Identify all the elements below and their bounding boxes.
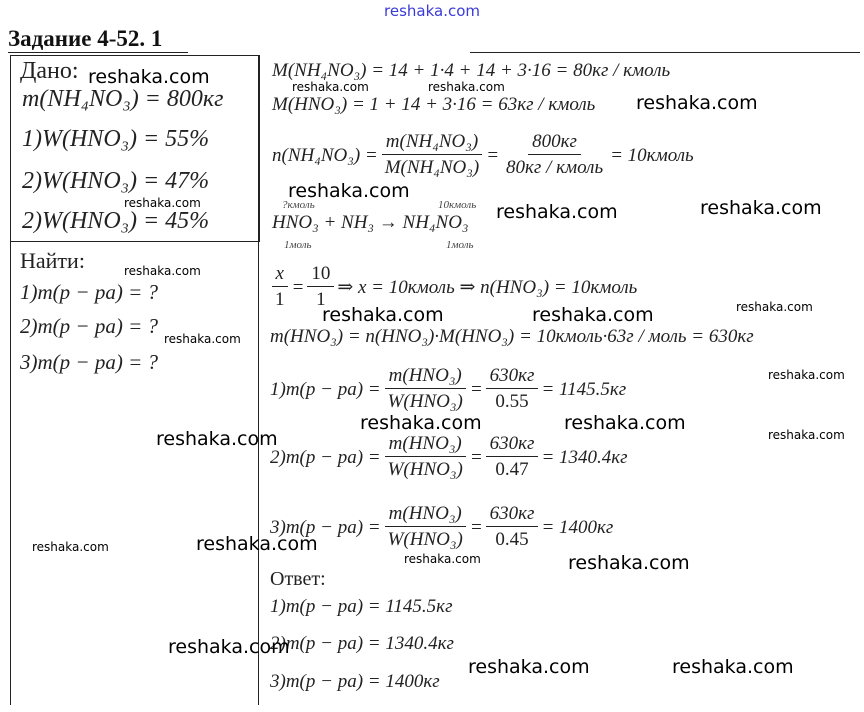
find-line: 1)m(p − pa) = ? <box>20 280 158 304</box>
denominator: 0.47 <box>495 459 529 480</box>
task-title: Задание 4-52. 1 <box>8 26 163 51</box>
case-lhs: 1)m(p − pa) = <box>270 378 381 400</box>
watermark: reshaka.com <box>568 552 690 574</box>
watermark: reshaka.com <box>292 80 369 94</box>
find-line: 3)m(p − pa) = ? <box>20 350 158 374</box>
watermark: reshaka.com <box>88 66 210 88</box>
fraction <box>271 262 289 313</box>
case-calculation <box>270 502 613 553</box>
watermark: reshaka.com <box>636 92 758 114</box>
denominator: 1 <box>275 289 285 310</box>
answer-line: 1)m(p − pa) = 1145.5кг <box>270 596 453 617</box>
top-rule <box>470 52 860 53</box>
molar-mass-hno3: M(HNO₃) = 1 + 14 + 3·16 = 63кг / кмоль <box>272 94 596 115</box>
watermark: reshaka.com <box>404 552 481 566</box>
denominator: 0.55 <box>495 391 529 412</box>
fraction <box>384 364 467 415</box>
moles-calculation <box>272 130 694 181</box>
fraction <box>384 432 467 483</box>
equals: = <box>469 378 483 400</box>
reaction-note: 1моль <box>284 239 312 251</box>
moles-result: = 10кмоль <box>610 144 694 166</box>
watermark: reshaka.com <box>428 80 505 94</box>
given-line: 2)W(HNO₃) = 47% <box>22 168 210 194</box>
reaction-equation: HNO₃ + NH₃ → NH₄NO₃ <box>272 212 469 233</box>
molar-mass-nh4no3: M(NH₄NO₃) = 14 + 1·4 + 14 + 3·16 = 80кг / кмоль <box>272 60 671 81</box>
case-result: = 1340.4кг <box>541 446 628 468</box>
equals: = <box>291 276 305 298</box>
watermark: reshaka.com <box>564 412 686 434</box>
find-label: Найти: <box>20 248 85 273</box>
denominator: 1 <box>316 289 326 310</box>
watermark: reshaka.com <box>768 428 845 442</box>
site-link[interactable]: reshaka.com <box>384 2 480 20</box>
case-calculation <box>270 364 626 415</box>
mass-hno3: m(HNO₃) = n(HNO₃)·M(HNO₃) = 10кмоль·63г / моль = 630кг <box>270 326 754 347</box>
equals: = <box>469 446 483 468</box>
answer-label: Ответ: <box>270 568 326 590</box>
numerator: 630кг <box>486 432 539 457</box>
watermark: reshaka.com <box>768 368 845 382</box>
watermark: reshaka.com <box>288 180 410 202</box>
denominator: W(HNO₃) <box>387 391 463 412</box>
numerator: 630кг <box>486 364 539 389</box>
reaction-note: 1моль <box>446 239 474 251</box>
title-underline <box>8 52 188 53</box>
column-divider <box>258 55 259 705</box>
watermark: reshaka.com <box>32 540 109 554</box>
fraction <box>502 130 607 181</box>
denominator: M(NH₄NO₃) <box>384 157 480 178</box>
proportion-result: ⇒ x = 10кмоль ⇒ n(HNO₃) = 10кмоль <box>337 277 638 298</box>
fraction <box>381 130 483 181</box>
fraction <box>486 364 539 415</box>
equals: = <box>486 144 500 166</box>
moles-lhs: n(NH₄NO₃) = <box>272 144 378 166</box>
reaction-note: ?кмоль <box>282 199 315 211</box>
watermark: reshaka.com <box>468 656 590 678</box>
numerator: m(HNO₃) <box>385 502 466 527</box>
answer-line: 2)m(p − pa) = 1340.4кг <box>270 633 454 654</box>
case-calculation <box>270 432 628 483</box>
equals: = <box>469 516 483 538</box>
watermark: reshaka.com <box>124 196 201 210</box>
case-lhs: 2)m(p − pa) = <box>270 446 381 468</box>
find-line: 2)m(p − pa) = ? <box>20 314 158 338</box>
numerator: x <box>272 262 288 287</box>
numerator: m(HNO₃) <box>385 432 466 457</box>
watermark: reshaka.com <box>700 197 822 219</box>
case-result: = 1145.5кг <box>541 378 627 400</box>
denominator: W(HNO₃) <box>387 529 463 550</box>
given-line: m(NH₄NO₃) = 800кг <box>22 86 224 112</box>
numerator: 800кг <box>528 130 581 155</box>
watermark: reshaka.com <box>322 304 444 326</box>
denominator: 0.45 <box>495 529 529 550</box>
left-border <box>10 240 11 705</box>
watermark: reshaka.com <box>360 412 482 434</box>
case-lhs: 3)m(p − pa) = <box>270 516 381 538</box>
watermark: reshaka.com <box>124 264 201 278</box>
watermark: reshaka.com <box>156 428 278 450</box>
given-label: Дано: <box>20 58 79 84</box>
answer-line: 3)m(p − pa) = 1400кг <box>270 671 440 692</box>
fraction <box>486 502 539 553</box>
case-result: = 1400кг <box>541 516 614 538</box>
fraction <box>486 432 539 483</box>
given-line: 2)W(HNO₃) = 45% <box>22 208 210 234</box>
watermark: reshaka.com <box>168 636 290 658</box>
given-line: 1)W(HNO₃) = 55% <box>22 126 210 152</box>
watermark: reshaka.com <box>164 332 241 346</box>
watermark: reshaka.com <box>496 201 618 223</box>
watermark: reshaka.com <box>736 300 813 314</box>
numerator: 630кг <box>486 502 539 527</box>
numerator: m(HNO₃) <box>385 364 466 389</box>
watermark: reshaka.com <box>532 304 654 326</box>
numerator: 10 <box>307 262 334 287</box>
denominator: W(HNO₃) <box>387 459 463 480</box>
fraction <box>384 502 467 553</box>
watermark: reshaka.com <box>672 656 794 678</box>
watermark: reshaka.com <box>196 533 318 555</box>
numerator: m(NH₄NO₃) <box>382 130 482 155</box>
denominator: 80кг / кмоль <box>506 157 604 178</box>
reaction-note: 10кмоль <box>438 199 477 211</box>
